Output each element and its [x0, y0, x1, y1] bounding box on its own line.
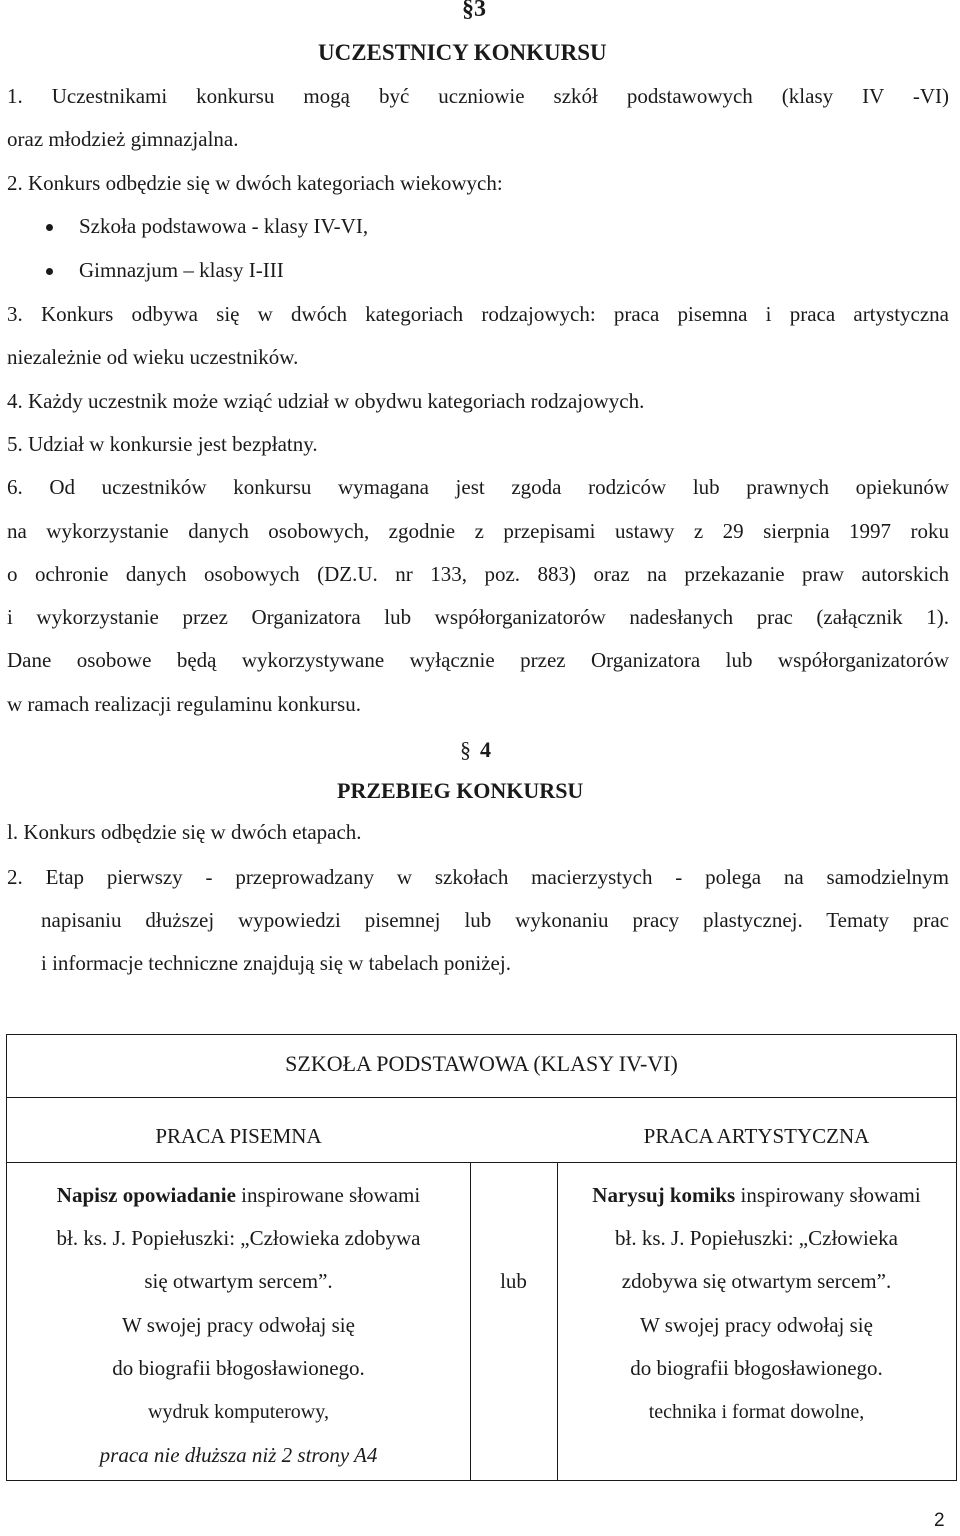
written-line-6: wydruk komputerowy,: [148, 1401, 329, 1423]
section-4-paragraph-2-line-2: napisaniu dłuższej wypowiedzi pisemnej lub wykonaniu pracy plastycznej. Tematy prac: [41, 908, 949, 932]
artistic-line-1: [557, 1183, 956, 1208]
section-4-paragraph-2-line-1: 2. Etap pierwszy - przeprowadzany w szkołach macierzystych - polega na samodzielnym: [7, 865, 949, 889]
paragraph-6-line-3: o ochronie danych osobowych (DZ.U. nr 133, poz. 883) oraz na przekazanie praw autorskich: [7, 562, 949, 586]
paragraph-1-line-2: oraz młodzież gimnazjalna.: [7, 127, 239, 151]
paragraph-6-line-4: i wykorzystanie przez Organizatora lub współorganizatorów nadesłanych prac (załącznik 1).: [7, 605, 949, 629]
section-sign: §: [460, 737, 471, 762]
written-task-bold: Napisz opowiadanie: [56, 1183, 236, 1207]
written-line-1: [7, 1183, 470, 1208]
page-number: 2: [934, 1510, 945, 1531]
paragraph-6-line-5: Dane osobowe będą wykorzystywane wyłącznie przez Organizatora lub współorganizatorów: [7, 648, 949, 672]
paragraph-5: 5. Udział w konkursie jest bezpłatny.: [7, 432, 318, 456]
column-header-artistic: PRACA ARTYSTYCZNA: [643, 1124, 870, 1148]
artistic-task-rest: inspirowany słowami: [735, 1183, 921, 1207]
paragraph-4: 4. Każdy uczestnik może wziąć udział w obydwu kategoriach rodzajowych.: [7, 389, 645, 413]
section-4-number: 4: [480, 737, 491, 762]
table-column-divider: [470, 1162, 471, 1480]
paragraph-6-line-2: na wykorzystanie danych osobowych, zgodnie z przepisami ustawy z 29 sierpnia 1997 roku: [7, 519, 949, 543]
artistic-line-6: technika i format dowolne,: [648, 1401, 865, 1423]
paragraph-3-line-1: 3. Konkurs odbywa się w dwóch kategoriach rodzajowych: praca pisemna i praca artystyczna: [7, 302, 949, 326]
written-line-2: bł. ks. J. Popiełuszki: „Człowieka zdobywa: [56, 1226, 421, 1250]
column-header-written: PRACA PISEMNA: [155, 1124, 322, 1148]
section-4-paragraph-1: l. Konkurs odbędzie się w dwóch etapach.: [7, 820, 362, 844]
section-3-title: UCZESTNICY KONKURSU: [318, 40, 607, 65]
bullet-item-1: Szkoła podstawowa - klasy IV-VI,: [79, 214, 369, 238]
written-line-3: się otwartym sercem”.: [144, 1269, 333, 1293]
paragraph-6-line-1: 6. Od uczestników konkursu wymagana jest zgoda rodziców lub prawnych opiekunów: [7, 475, 949, 499]
competition-table: [6, 1034, 957, 1481]
section-4-title: PRZEBIEG KONKURSU: [337, 778, 584, 803]
paragraph-6-line-6: w ramach realizacji regulaminu konkursu.: [7, 692, 361, 716]
bullet-item-2: Gimnazjum – klasy I-III: [79, 258, 284, 282]
written-task-rest: inspirowane słowami: [235, 1183, 421, 1207]
written-line-5: do biografii błogosławionego.: [112, 1356, 365, 1380]
artistic-task-bold: Narysuj komiks: [592, 1183, 736, 1207]
artistic-line-5: do biografii błogosławionego.: [630, 1356, 883, 1380]
artistic-line-4: W swojej pracy odwołaj się: [640, 1313, 873, 1337]
paragraph-2: 2. Konkurs odbędzie się w dwóch kategoriach wiekowych:: [7, 171, 503, 195]
or-label: lub: [500, 1269, 527, 1293]
written-line-4: W swojej pracy odwołaj się: [122, 1313, 355, 1337]
artistic-line-3: zdobywa się otwartym sercem”.: [621, 1269, 892, 1293]
section-4-paragraph-2-line-3: i informacje techniczne znajdują się w tabelach poniżej.: [41, 951, 511, 975]
section-3-number: §3: [462, 0, 486, 22]
written-line-7: praca nie dłuższa niż 2 strony A4: [99, 1443, 378, 1467]
paragraph-1-line-1: 1. Uczestnikami konkursu mogą być uczniowie szkół podstawowych (klasy IV -VI): [7, 84, 949, 108]
bullet-icon: [46, 224, 53, 231]
artistic-line-2: bł. ks. J. Popiełuszki: „Człowieka: [615, 1226, 898, 1250]
bullet-icon: [46, 268, 53, 275]
table-title: SZKOŁA PODSTAWOWA (KLASY IV-VI): [285, 1051, 678, 1076]
table-divider: [7, 1162, 956, 1163]
table-divider: [7, 1097, 956, 1098]
paragraph-3-line-2: niezależnie od wieku uczestników.: [7, 345, 299, 369]
